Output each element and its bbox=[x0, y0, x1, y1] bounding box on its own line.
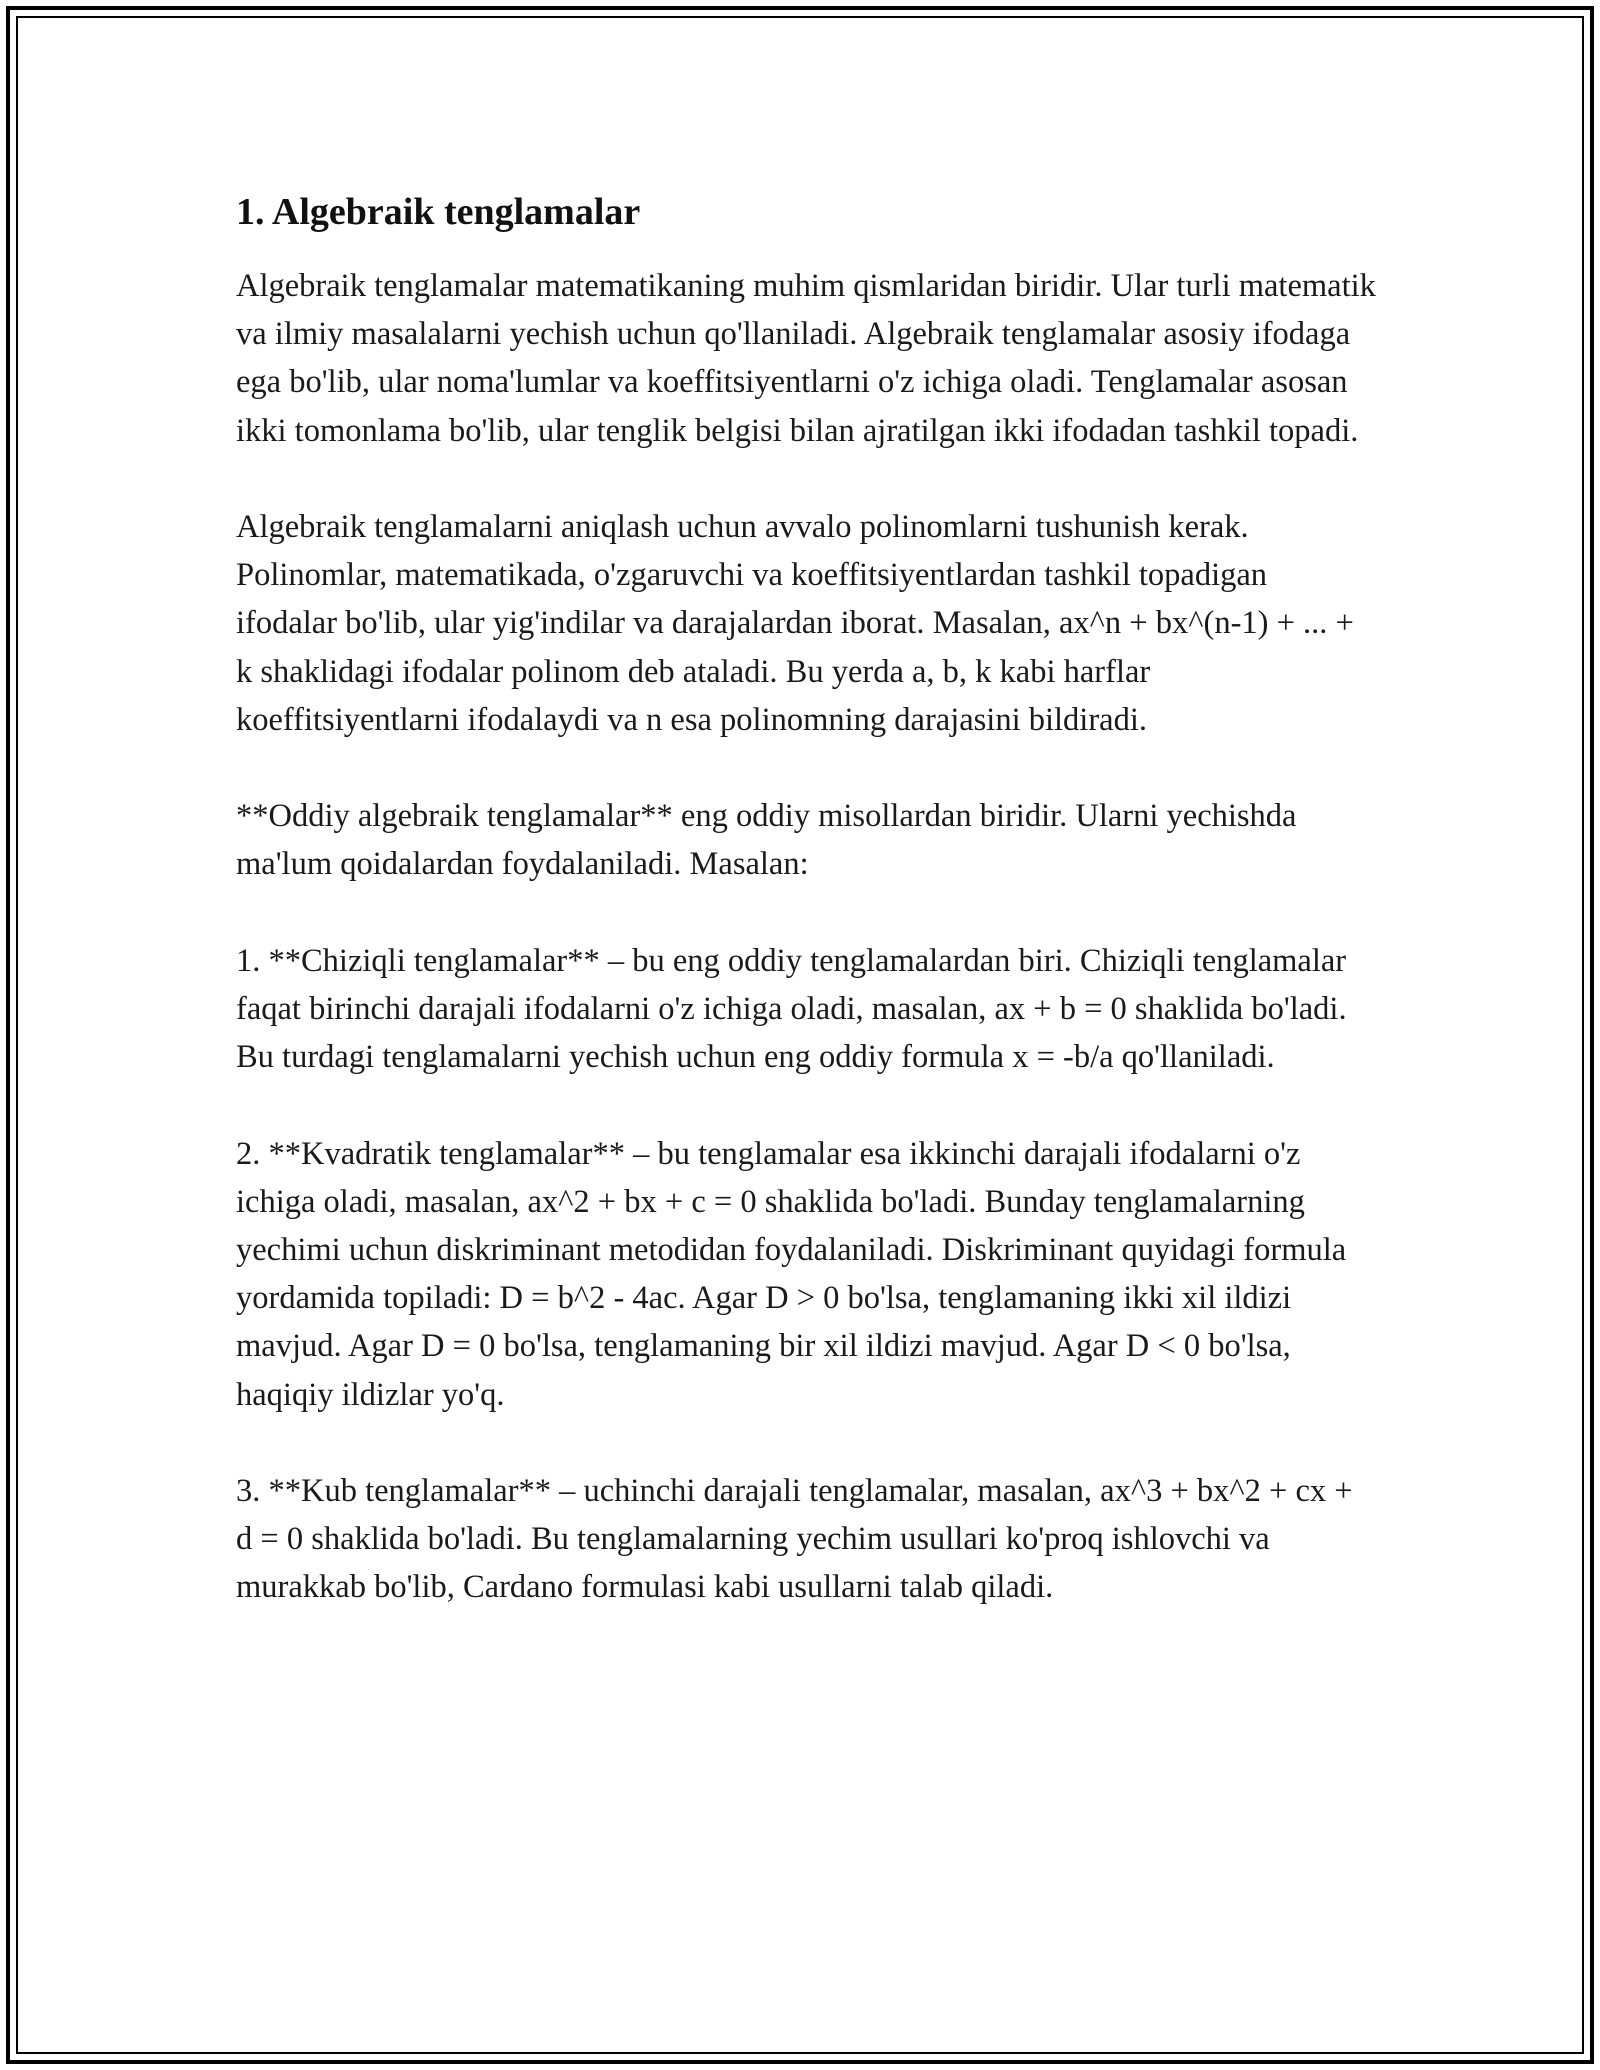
list-item-linear: 1. **Chiziqli tenglamalar** – bu eng oddiy tenglamalardan biri. Chiziqli tenglamalar faqat birinchi darajali ifodalarni o'z ichiga oladi, masalan, ax + b = 0 shaklida bo'ladi. Bu turdagi tenglamalarni yechish uchun eng oddiy formula x = -b/a qo'llaniladi. bbox=[236, 942, 1347, 1076]
section-title: 1. Algebraik tenglamalar bbox=[236, 191, 641, 233]
paragraph-polynomials: Algebraik tenglamalarni aniqlash uchun avvalo polinomlarni tushunish kerak. Polinomlar, matematikada, o'zgaruvchi va koeffitsiyentlardan tashkil topadigan ifodalar bo'lib, ular yig'indilar va darajalardan iborat. Masalan, ax^n + bx^(n-1) + ... + k shaklidagi ifodalar polinom deb ataladi. Bu yerda a, b, k kabi harflar koeffitsiyentlarni ifodalaydi va n esa polinomning darajasini bildiradi. bbox=[236, 509, 1354, 738]
list-item-cubic: 3. **Kub tenglamalar** – uchinchi darajali tenglamalar, masalan, ax^3 + bx^2 + cx + d = 0 shaklida bo'ladi. Bu tenglamalarning yechim usullari ko'proq ishlovchi va murakkab bo'lib, Cardano formulasi kabi usullarni talab qiladi. bbox=[236, 1473, 1353, 1606]
list-item-quadratic: 2. **Kvadratik tenglamalar** – bu tenglamalar esa ikkinchi darajali ifodalarni o'z ichiga oladi, masalan, ax^2 + bx + c = 0 shaklida bo'ladi. Bunday tenglamalarning yechimi uchun diskriminant metodidan foydalaniladi. Diskriminant quyidagi formula yordamida topiladi: D = b^2 - 4ac. Agar D > 0 bo'lsa, tenglamaning ikki xil ildizi mavjud. Agar D = 0 bo'lsa, tenglamaning bir xil ildizi mavjud. Agar D < 0 bo'lsa, haqiqiy ildizlar yo'q. bbox=[236, 1135, 1347, 1413]
document-body bbox=[236, 188, 1376, 1660]
paragraph-simple-equations: **Oddiy algebraik tenglamalar** eng oddiy misollardan biridir. Ularni yechishda ma'lum qoidalardan foydalaniladi. Masalan: bbox=[236, 798, 1297, 883]
paragraph-intro: Algebraik tenglamalar matematikaning muhim qismlaridan biridir. Ular turli matematik va ilmiy masalalarni yechish uchun qo'llaniladi. Algebraik tenglamalar asosiy ifodaga ega bo'lib, ular noma'lumlar va koeffitsiyentlarni o'z ichiga oladi. Tenglamalar asosan ikki tomonlama bo'lib, ular tenglik belgisi bilan ajratilgan ikki ifodadan tashkil topadi. bbox=[236, 268, 1376, 449]
